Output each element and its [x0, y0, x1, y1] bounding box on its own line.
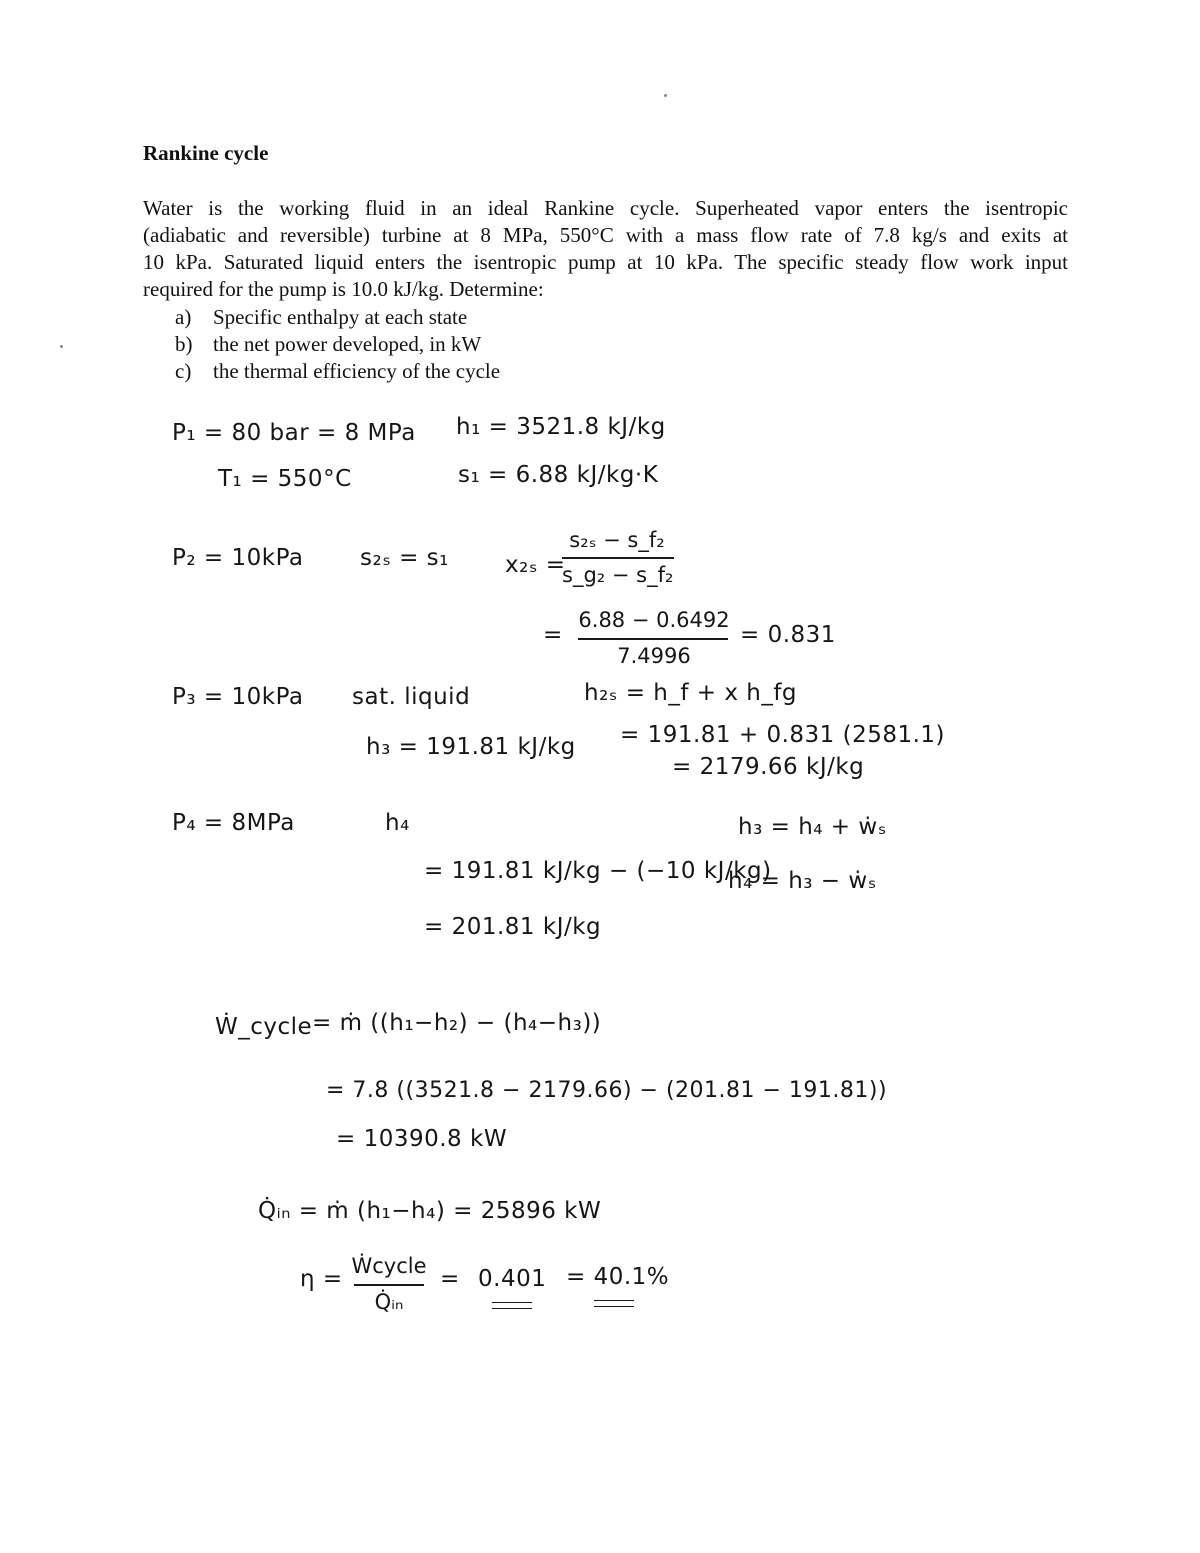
heat-input-line: Q̇ᵢₙ = ṁ (h₁−h₄) = 25896 kW — [258, 1198, 602, 1224]
state3-pressure: P₃ = 10kPa — [172, 684, 304, 710]
problem-line: 10 kPa. Saturated liquid enters the isentropic pump at 10 kPa. The specific steady flow work input — [143, 250, 1068, 274]
state3-note: sat. liquid — [352, 684, 471, 710]
task-text: Specific enthalpy at each state — [213, 305, 468, 329]
task-item — [175, 331, 500, 358]
pump-energy-balance: h₃ = h₄ + ẇₛ — [738, 814, 887, 840]
state4-substitution: = 191.81 kJ/kg − (−10 kJ/kg) — [424, 858, 772, 884]
scan-speck — [664, 94, 667, 97]
net-work-result: = 10390.8 kW — [336, 1126, 508, 1152]
problem-statement — [143, 195, 1068, 303]
state2-enthalpy-formula: h₂ₛ = h_f + x h_fg — [584, 680, 798, 706]
state2-quality-label: x₂ₛ = — [505, 552, 566, 578]
efficiency-numerator: Ẇcycle — [351, 1254, 427, 1278]
state4-enthalpy-result: = 201.81 kJ/kg — [424, 914, 602, 940]
efficiency-percent-underline — [594, 1306, 634, 1307]
net-work-label: Ẇ_cycle — [215, 1014, 313, 1040]
state1-temperature: T₁ = 550°C — [218, 466, 352, 492]
pump-enthalpy-relation: h₄ = h₃ − ẇₛ — [728, 868, 877, 894]
quality-value-bar — [578, 638, 728, 640]
efficiency-equals: = — [440, 1266, 460, 1292]
state2-enthalpy-result: = 2179.66 kJ/kg — [672, 754, 865, 780]
state1-pressure: P₁ = 80 bar = 8 MPa — [172, 420, 416, 446]
state2-entropy-equality: s₂ₛ = s₁ — [360, 545, 449, 571]
state1-entropy: s₁ = 6.88 kJ/kg·K — [458, 462, 659, 488]
efficiency-fraction-bar — [354, 1284, 424, 1286]
task-text: the thermal efficiency of the cycle — [213, 359, 501, 383]
problem-line: Water is the working fluid in an ideal Rankine cycle. Superheated vapor enters the isentropic — [143, 196, 1068, 220]
quality-equals: = — [543, 622, 563, 648]
document-title: Rankine cycle — [143, 141, 269, 165]
quality-denominator: s_g₂ − s_f₂ — [562, 563, 674, 587]
state4-enthalpy-label: h₄ — [385, 810, 410, 836]
net-work-substitution: = 7.8 ((3521.8 − 2179.66) − (201.81 − 191.81)) — [326, 1078, 888, 1103]
efficiency-denominator: Q̇ᵢₙ — [374, 1290, 404, 1314]
quality-denominator-value: 7.4996 — [617, 644, 691, 668]
net-work-formula: = ṁ ((h₁−h₂) − (h₄−h₃)) — [312, 1010, 602, 1036]
efficiency-result: 0.401 — [478, 1266, 547, 1292]
task-item — [175, 358, 500, 385]
task-marker: c) — [175, 359, 192, 383]
efficiency-result-underline — [492, 1308, 532, 1309]
scan-speck — [60, 345, 63, 348]
efficiency-percent-underline — [594, 1300, 634, 1301]
quality-numerator: s₂ₛ − s_f₂ — [569, 528, 665, 552]
task-marker: b) — [175, 332, 193, 356]
efficiency-label: η = — [300, 1266, 343, 1292]
problem-line: required for the pump is 10.0 kJ/kg. Determine: — [143, 277, 544, 301]
state3-enthalpy: h₃ = 191.81 kJ/kg — [366, 734, 576, 760]
task-text: the net power developed, in kW — [213, 332, 482, 356]
problem-line: (adiabatic and reversible) turbine at 8 MPa, 550°C with a mass flow rate of 7.8 kg/s and exits at — [143, 223, 1068, 247]
state4-pressure: P₄ = 8MPa — [172, 810, 295, 836]
quality-numerator-value: 6.88 − 0.6492 — [578, 608, 730, 632]
task-marker: a) — [175, 305, 192, 329]
state2-pressure: P₂ = 10kPa — [172, 545, 304, 571]
state1-enthalpy: h₁ = 3521.8 kJ/kg — [456, 414, 666, 440]
state2-enthalpy-substitution: = 191.81 + 0.831 (2581.1) — [620, 722, 946, 748]
task-list — [175, 304, 500, 385]
task-item — [175, 304, 500, 331]
efficiency-percent: = 40.1% — [566, 1264, 670, 1290]
quality-fraction-bar — [562, 557, 674, 559]
efficiency-result-underline — [492, 1302, 532, 1303]
quality-result: = 0.831 — [740, 622, 836, 648]
